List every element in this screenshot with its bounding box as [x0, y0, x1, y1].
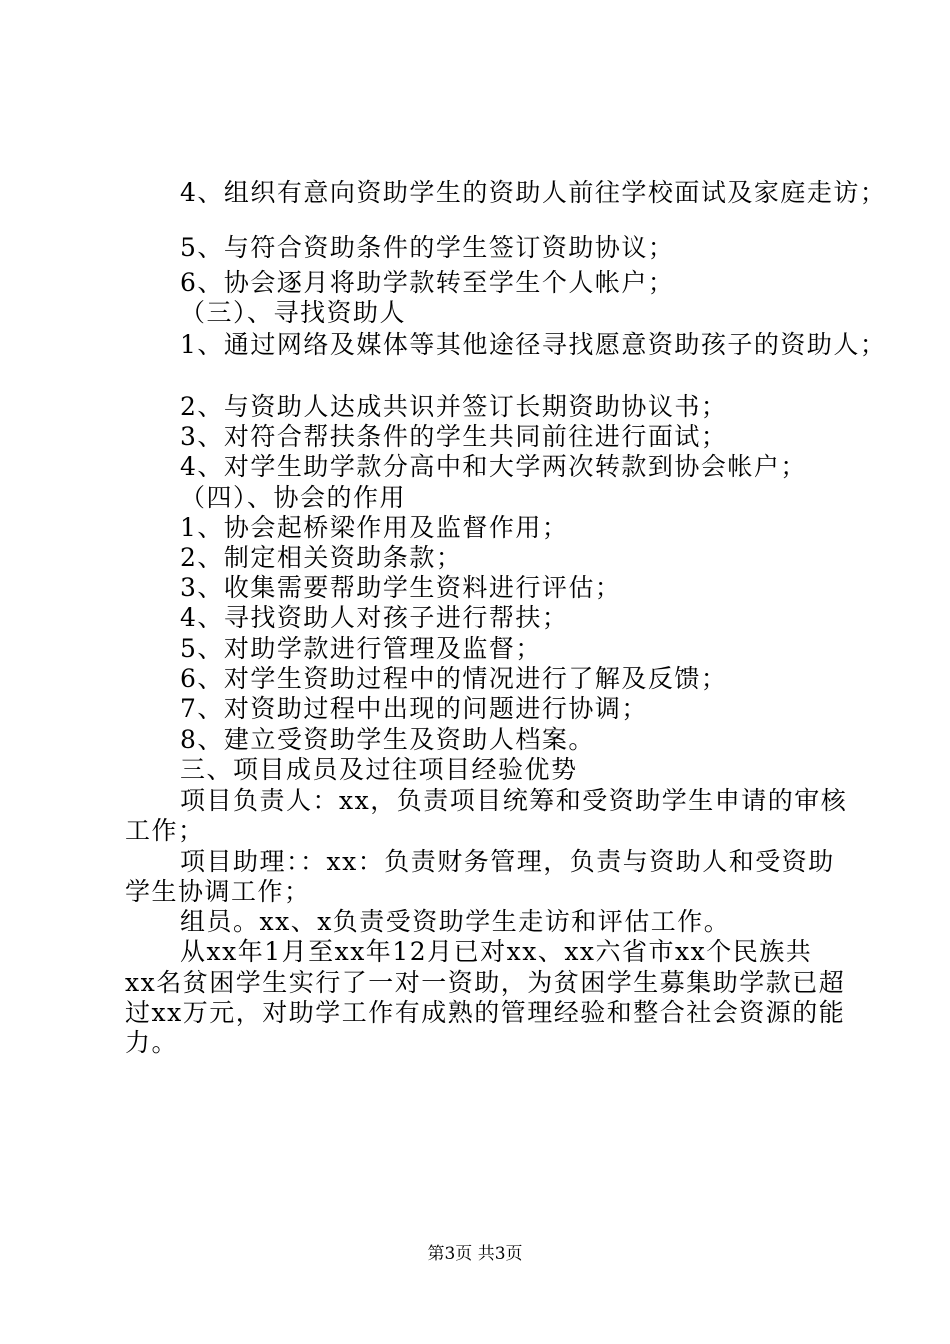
- text-line: 5、对助学款进行管理及监督；: [180, 634, 542, 663]
- section-heading: （三）、寻找资助人: [180, 298, 407, 327]
- text-line: 1、协会起桥梁作用及监督作用；: [180, 513, 569, 542]
- text-line: 过xx万元，对助学工作有成熟的管理经验和整合社会资源的能: [125, 998, 846, 1027]
- text-line: 4、组织有意向资助学生的资助人前往学校面试及家庭走访；: [180, 178, 887, 207]
- text-line: 1、通过网络及媒体等其他途径寻找愿意资助孩子的资助人；: [180, 330, 887, 359]
- text-line: 6、协会逐月将助学款转至学生个人帐户；: [180, 268, 675, 297]
- text-line: 7、对资助过程中出现的问题进行协调；: [180, 694, 648, 723]
- text-line: 2、与资助人达成共识并签订长期资助协议书；: [180, 392, 728, 421]
- text-line: 项目负责人：xx，负责项目统筹和受资助学生申请的审核: [180, 786, 848, 815]
- text-line: 力。: [125, 1028, 179, 1057]
- text-line: 3、收集需要帮助学生资料进行评估；: [180, 573, 622, 602]
- text-line: 3、对符合帮扶条件的学生共同前往进行面试；: [180, 422, 728, 451]
- text-line: 4、寻找资助人对孩子进行帮扶；: [180, 603, 569, 632]
- text-line: 4、对学生助学款分高中和大学两次转款到协会帐户；: [180, 452, 807, 481]
- text-line: 工作；: [125, 816, 205, 845]
- text-line: 6、对学生资助过程中的情况进行了解及反馈；: [180, 664, 728, 693]
- section-heading: 三、项目成员及过往项目经验优势: [180, 755, 578, 784]
- page-number-footer: 第3页 共3页: [427, 1244, 523, 1264]
- text-line: 2、制定相关资助条款；: [180, 543, 463, 572]
- section-heading: （四）、协会的作用: [180, 483, 407, 512]
- text-line: 8、建立受资助学生及资助人档案。: [180, 725, 595, 754]
- text-line: 组员。xx、x负责受资助学生走访和评估工作。: [180, 907, 731, 936]
- text-line: 从xx年1月至xx年12月已对xx、xx六省市xx个民族共: [180, 937, 813, 966]
- text-line: 5、与符合资助条件的学生签订资助协议；: [180, 233, 675, 262]
- text-line: xx名贫困学生实行了一对一资助，为贫困学生募集助学款已超: [125, 968, 846, 997]
- text-line: 项目助理：：xx：负责财务管理，负责与资助人和受资助: [180, 847, 835, 876]
- text-line: 学生协调工作；: [125, 877, 311, 906]
